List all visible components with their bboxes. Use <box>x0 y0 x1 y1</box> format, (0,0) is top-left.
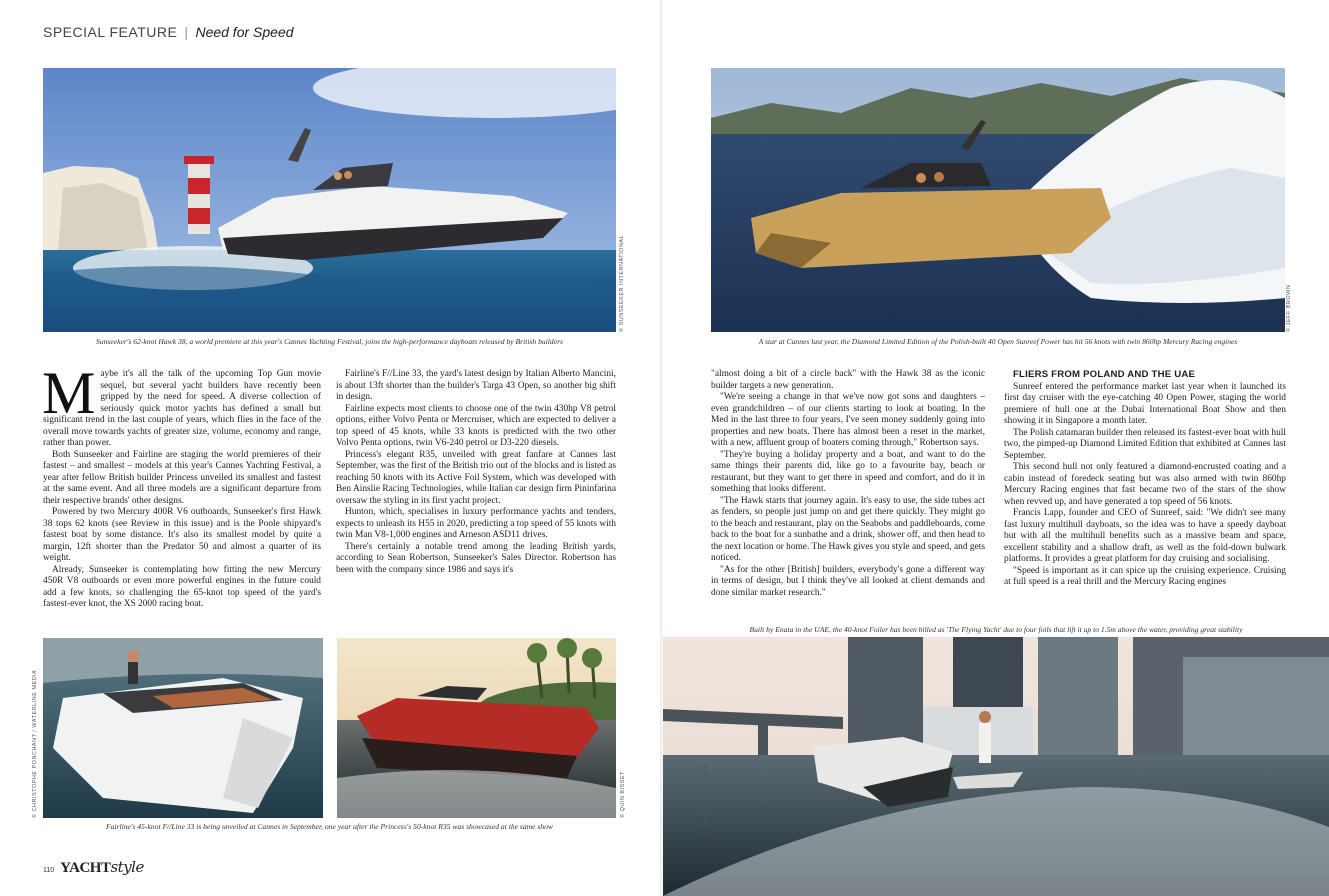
princess-photo <box>337 638 616 818</box>
paragraph: Fairline expects most clients to choose one of the twin 430hp V8 petrol options, either Volvo Penta or Mercruiser, which are expected to deliver a top speed of 45 knots, while 33 knots is predicted with the two other Volvo Penta options, twin V6-240 petrol or D3-220 diesels. <box>336 403 616 448</box>
page-footer <box>43 858 144 877</box>
sunreef-photo <box>711 68 1285 332</box>
paragraph: aybe it's all the talk of the upcoming Top Gun movie sequel, but several yacht builders have recently been gripped by the need for speed. A diverse collection of seriously quick motor yachts has defined a small but significant trend in the last couple of years, which flies in the face of the overall move towards yachts of greater size, volume, economy and range, rather than power. <box>43 369 321 448</box>
page-number: 110 <box>43 867 55 874</box>
paragraph: Princess's elegant R35, unveiled with great fanfare at Cannes last September, was the first of the British trio out of the blocks and is listed as reaching 50 knots with its Active Foil System, which was developed with Ben Ainslie Racing Technologies, while Italian car design firm Pininfarina oversaw the styling in its first yacht project. <box>336 449 616 506</box>
feature-title: Need for Speed <box>195 24 294 40</box>
bottom-left-caption: Fairline's 45-knot F//Line 33 is being unveiled at Cannes in September, one year after the Princess's 50-knot R35 was showcased at the same show <box>106 822 553 831</box>
fairline-photo-credit: © CHRISTOPHE PONCHANT / WATERLINE MEDIA <box>32 669 38 818</box>
paragraph: "Speed is important as it can spice up the cruising experience. Cruising at full speed is a real thrill and the Mercury Racing engines <box>1004 565 1286 587</box>
drop-cap: M <box>42 360 96 426</box>
foiler-photo-credit: © GUILLAUME PLISSON <box>703 763 709 836</box>
article-column-3 <box>711 369 985 599</box>
princess-illustration <box>337 638 616 818</box>
paragraph: This second hull not only featured a diamond-encrusted coating and a cabin instead of foredeck seating but was also armed with twin 860hp Mercury Racing engines that fast became two of the stars of the show when revved up, and have generated a top speed of 56 knots. <box>1004 462 1286 507</box>
article-column-1 <box>42 360 321 611</box>
paragraph: Fairline's F//Line 33, the yard's latest design by Italian Alberto Mancini, is about 13ft shorter than the builder's Targa 43 Open, so another big shift in design. <box>336 369 616 402</box>
paragraph: Hunton, which, specialises in luxury performance yachts and tenders, expects to unleash its H55 in 2020, predicting a top speed of 55 knots with twin Man V8-1,000 engines and Arneson ASD11 drives. <box>336 507 616 540</box>
article-column-2 <box>336 369 616 576</box>
foiler-caption: Built by Enata in the UAE, the 40-knot Foiler has been billed as 'The Flying Yacht' due to four foils that lift it up to 1.5m above the water, providing great stability <box>749 625 1243 634</box>
paragraph: There's certainly a notable trend among the leading British yards, according to Sean Robertson, Sunseeker's Sales Director. Robertson has been with the company since 1986 and says it's <box>336 541 616 575</box>
paragraph: Powered by two Mercury 400R V6 outboards, Sunseeker's first Hawk 38 tops 62 knots (see Review in this issue) and is the Poole shipyard's fastest boat by some distance. It's also its smallest model by quite a margin, 12ft shorter than the Predator 50 and almost a quarter of its weight. <box>43 507 321 563</box>
sunreef-illustration <box>711 68 1285 332</box>
logo-style: style <box>110 858 144 876</box>
running-header <box>43 24 294 40</box>
sunreef-caption: A star at Cannes last year, the Diamond Limited Edition of the Polish-built 40 Open Sunreef Power has hit 56 knots with twin 860hp Mercury Racing engines <box>758 337 1238 346</box>
article-column-4 <box>1004 369 1286 589</box>
left-page <box>0 0 663 896</box>
paragraph: "almost doing a bit of a circle back" with the Hawk 38 as the iconic builder targets a new generation. <box>711 369 985 391</box>
foiler-photo <box>663 637 1329 896</box>
logo-yacht: YACHT <box>60 860 111 876</box>
header-separator: | <box>184 24 189 40</box>
fairline-illustration <box>43 638 323 818</box>
paragraph: The Polish catamaran builder then released its fastest-ever boat with hull two, the pimped-up Diamond Limited Edition that exhibited at Cannes last September. <box>1004 427 1286 461</box>
paragraph: "We're seeing a change in that we've now got sons and daughters – even grandchildren – of our clients starting to look at boating. In the Med in the last three to four years, I've seen money suddenly going into properties and new boats. There has almost been a reset in the market, with a new, affluent group of boaters coming through," Robertson says. <box>711 392 985 448</box>
hawk38-photo <box>43 68 616 332</box>
sunreef-photo-credit: © JEFF BROWN <box>1286 284 1292 332</box>
paragraph: Sunreef entered the performance market last year when it launched its first day cruiser with the eye-catching 40 Open Power, staging the world premiere of hull one at the Dubai International Boat Show and then showing it in Singapore a month later. <box>1004 381 1286 426</box>
paragraph: Francis Lapp, founder and CEO of Sunreef, said: "We didn't see many fast luxury multihull dayboats, so the idea was to have a speedy dayboat but with all the multihull benefits such as a massive beam and space, excellent stability and a shallow draft, as well as the fold-down bulwark platforms. It provides a great platform for day cruising and socialising. <box>1004 508 1286 564</box>
magazine-logo <box>60 858 144 877</box>
paragraph: Already, Sunseeker is contemplating how fitting the new Mercury 450R V8 outboards or even more powerful engines in the future could add a few knots, so challenging the 65-knot top speed of the yard's fastest-ever knot, the XS 2000 racing boat. <box>43 564 321 609</box>
paragraph: "They're buying a holiday property and a boat, and want to do the same things their parents did, like go to a favourite bay, beach or restaurant, but they want to get there in speed and comfort, and do it in something that looks different. <box>711 449 985 494</box>
hawk38-illustration <box>43 68 616 332</box>
subheading: FLIERS FROM POLAND AND THE UAE <box>1013 369 1196 380</box>
paragraph: "The Hawk starts that journey again. It's easy to use, the side tubes act as fenders, so people just jump on and get there quickly. They might go to the beach and restaurant, play on the Seabobs and paddleboards, come back to the boat for a sunbathe and a drink, shower off, and then head to the next location or home. The Hawk gives you style and speed, and gets noticed. <box>711 495 985 563</box>
section-label: SPECIAL FEATURE <box>43 24 178 40</box>
fairline-photo <box>43 638 323 818</box>
princess-photo-credit: © QUIN BISSET <box>620 771 626 818</box>
paragraph: Both Sunseeker and Fairline are staging the world premieres of their fastest – and smallest – models at this year's Cannes Yachting Festival, a year after fellow British builder Princess unveiled its smallest and fastest at the same event. And all three models are a significant departure from their respective brands' other designs. <box>43 449 321 506</box>
paragraph: "As for the other [British] builders, everybody's gone a different way in terms of design, but I think they've all looked at client demands and done similar market research." <box>711 564 985 598</box>
foiler-illustration <box>663 637 1329 896</box>
hawk38-caption: Sunseeker's 62-knot Hawk 38, a world premiere at this year's Cannes Yachting Festival, joins the high-performance dayboats released by British builders <box>96 337 563 346</box>
right-page <box>663 0 1329 896</box>
hawk38-photo-credit: © SUNSEEKER INTERNATIONAL <box>619 234 625 332</box>
